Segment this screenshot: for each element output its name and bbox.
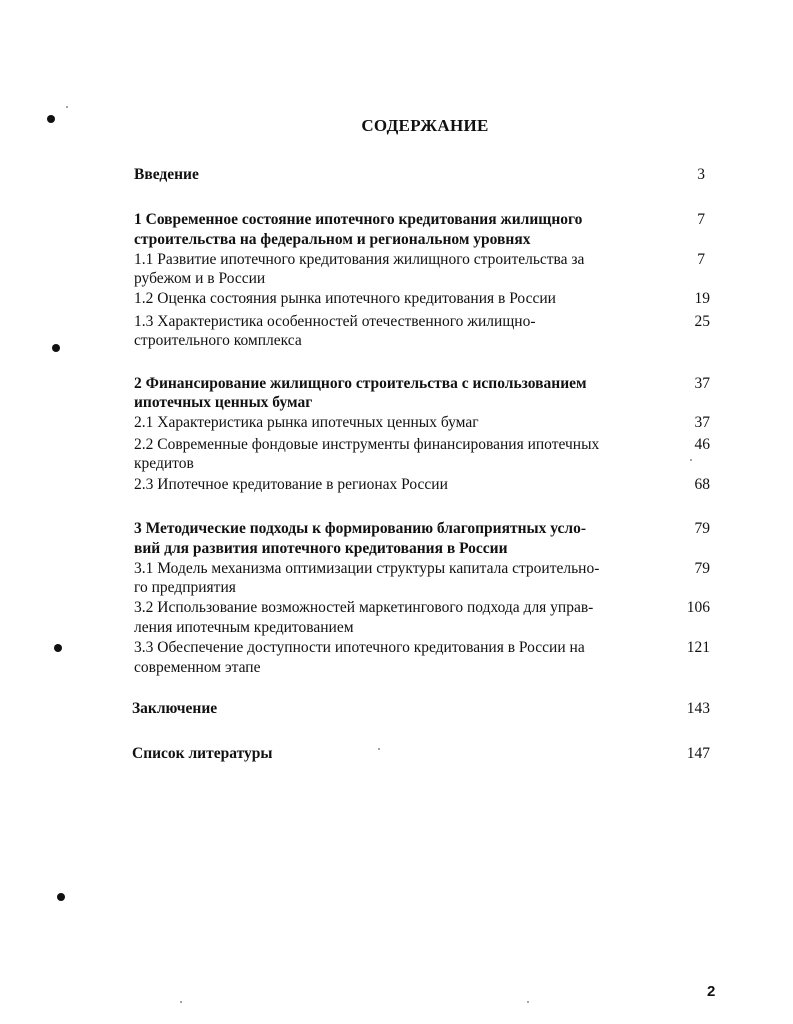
toc-1-3-line1: 1.3 Характеристика особенностей отечественного жилищно- xyxy=(134,313,536,330)
toc-2-2-line2: кредитов xyxy=(134,455,194,472)
toc-intro-page: 3 xyxy=(697,166,705,183)
scan-speck xyxy=(527,1001,529,1003)
toc-3-3-page: 121 xyxy=(686,639,710,656)
toc-references-label: Список литературы xyxy=(132,745,273,762)
toc-2-1-page: 37 xyxy=(694,414,710,431)
toc-2-3-line1: 2.3 Ипотечное кредитование в регионах России xyxy=(134,476,448,493)
toc-3-3-line1: 3.3 Обеспечение доступности ипотечного кредитования в России на xyxy=(134,639,585,656)
scan-speck xyxy=(378,748,380,750)
binding-mark xyxy=(54,644,62,652)
toc-3-1-line1: 3.1 Модель механизма оптимизации структуры капитала строительно- xyxy=(134,560,600,577)
toc-2-2-line1: 2.2 Современные фондовые инструменты финансирования ипотечных xyxy=(134,436,600,453)
toc-ch1-line2: строительства на федеральном и региональном уровнях xyxy=(134,231,531,248)
toc-ch2-line2: ипотечных ценных бумаг xyxy=(134,394,313,411)
toc-ch2-page: 37 xyxy=(694,375,710,392)
toc-ch2-line1: 2 Финансирование жилищного строительства с использованием xyxy=(134,375,587,392)
toc-2-3-page: 68 xyxy=(694,476,710,493)
toc-ch3-page: 79 xyxy=(694,520,710,537)
toc-1-2-line1: 1.2 Оценка состояния рынка ипотечного кредитования в России xyxy=(134,290,556,307)
toc-2-2-page: 46 xyxy=(694,436,710,453)
toc-1-1-page: 7 xyxy=(697,251,705,268)
toc-intro-label: Введение xyxy=(134,166,199,183)
toc-1-3-page: 25 xyxy=(694,313,710,330)
toc-ch1-line1: 1 Современное состояние ипотечного кредитования жилищного xyxy=(134,211,583,228)
toc-references-page: 147 xyxy=(686,745,710,762)
toc-ch1-page: 7 xyxy=(697,211,705,228)
toc-ch3-line2: вий для развития ипотечного кредитования в России xyxy=(134,540,508,557)
toc-1-2-page: 19 xyxy=(694,290,710,307)
scan-speck xyxy=(690,459,692,461)
toc-3-1-page: 79 xyxy=(694,560,710,577)
scan-speck xyxy=(180,1001,182,1003)
page-title: СОДЕРЖАНИЕ xyxy=(361,116,489,135)
toc-3-1-line2: го предприятия xyxy=(134,579,236,596)
toc-1-1-line2: рубежом и в России xyxy=(134,270,266,287)
toc-2-1-line1: 2.1 Характеристика рынка ипотечных ценных бумаг xyxy=(134,414,479,431)
toc-conclusion-label: Заключение xyxy=(132,700,218,717)
binding-mark xyxy=(52,344,60,352)
scan-speck xyxy=(66,106,68,108)
toc-ch3-line1: 3 Методические подходы к формированию благоприятных усло- xyxy=(134,520,587,537)
toc-3-2-page: 106 xyxy=(686,599,710,616)
binding-mark xyxy=(47,115,55,123)
toc-conclusion-page: 143 xyxy=(686,700,710,717)
toc-1-3-line2: строительного комплекса xyxy=(134,332,302,349)
toc-3-2-line2: ления ипотечным кредитованием xyxy=(134,619,354,636)
binding-mark xyxy=(57,893,65,901)
toc-3-2-line1: 3.2 Использование возможностей маркетингового подхода для управ- xyxy=(134,599,594,616)
page-number: 2 xyxy=(707,983,716,1000)
toc-3-3-line2: современном этапе xyxy=(134,659,261,676)
toc-1-1-line1: 1.1 Развитие ипотечного кредитования жилищного строительства за xyxy=(134,251,585,268)
